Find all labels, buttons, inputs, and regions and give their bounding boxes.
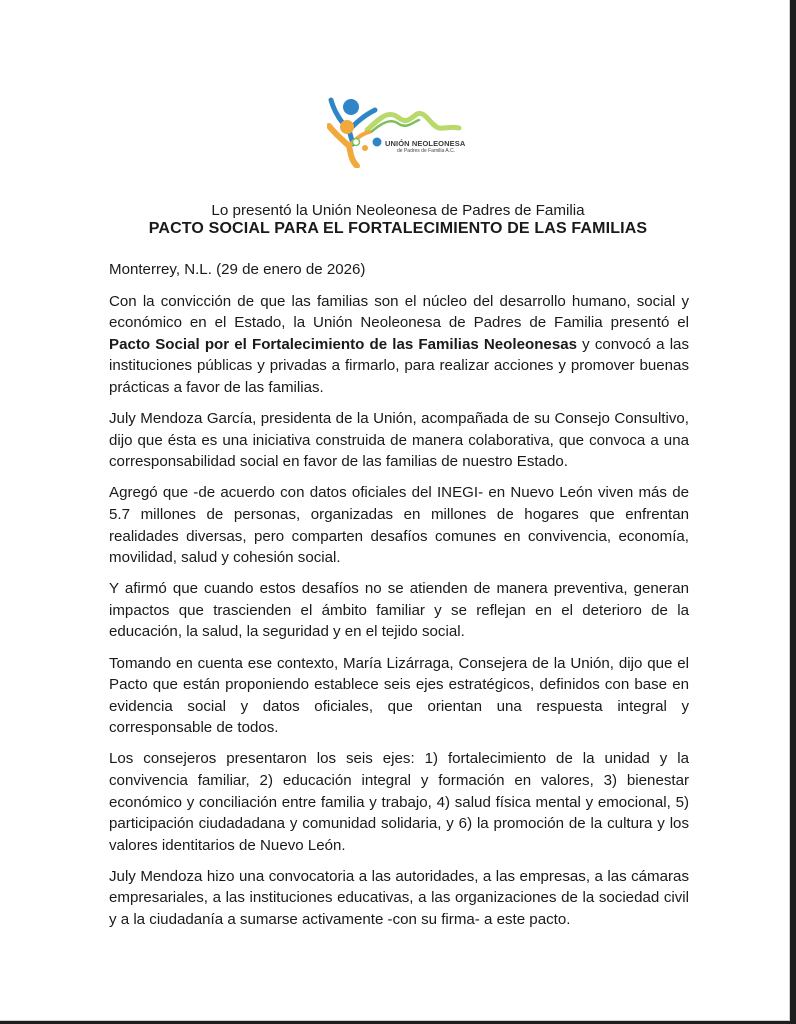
logo-name: UNIÓN NEOLEONESA [385,139,466,148]
dateline: Monterrey, N.L. (29 de enero de 2026) [109,261,366,278]
paragraph-5: Tomando en cuenta ese contexto, María Lizárraga, Consejera de la Unión, dijo que el Pacto que están proponiendo establece seis ejes estratégicos, definidos con base en evidencia social y datos oficiales, que orientan una respuesta integral y corresponsable de todos. [109,654,689,737]
pact-name-bold: Pacto Social por el Fortalecimiento de las Familias Neoleonesas [109,335,578,353]
paragraph-6: Los consejeros presentaron los seis ejes: 1) fortalecimiento de la unidad y la convivencia familiar, 2) educación integral y formación en valores, 3) bienestar económico y conciliación entre familia y trabajo, 4) salud física mental y emocional, 5) participación ciudadadana y comunidad solidaria, y 6) la promoción de la cultura y los valores identitarios de Nuevo León. [109,750,689,854]
document-subtitle: Lo presentó la Unión Neoleonesa de Padres de Familia [211,202,585,219]
document-body [109,259,689,940]
paragraph-1 [109,291,689,399]
paragraph-1-text-b: y convocó a las instituciones públicas y privadas a firmarlo, para realizar acciones y promover buenas prácticas a favor de las familias. [109,335,689,396]
union-neoleonesa-logo [327,96,467,168]
paragraph-2: July Mendoza García, presidenta de la Unión, acompañada de su Consejo Consultivo, dijo que ésta es una iniciativa construida de manera colaborativa, que convoca a una corresponsabilidad social en favor de las familias de nuestro Estado. [109,410,689,471]
family-figures-icon [327,96,467,168]
paragraph-7: July Mendoza hizo una convocatoria a las autoridades, a las empresas, a las cámaras empresariales, a las instituciones educativas, a las organizaciones de la sociedad civil y a la ciudadanía a sumarse activamente -con su firma- a este pacto. [109,867,689,929]
paragraph-1-text-a: Con la convicción de que las familias son el núcleo del desarrollo humano, social y económico en el Estado, la Unión Neoleonesa de Padres de Familia presentó el [109,292,689,332]
paragraph-4: Y afirmó que cuando estos desafíos no se atienden de manera preventiva, generan impactos que trascienden el ámbito familiar y se reflejan en el deterioro de la educación, la salud, la seguridad y en el tejido social. [109,580,689,641]
logo-subname: de Padres de Familia A.C. [397,148,456,154]
paragraph-3: Agregó que -de acuerdo con datos oficiales del INEGI- en Nuevo León viven más de 5.7 millones de personas, organizadas en millones de hogares que enfrentan realidades diversas, pero comparten desafíos comunes en convivencia, economía, movilidad, salud y cohesión social. [109,484,689,567]
document-title: PACTO SOCIAL PARA EL FORTALECIMIENTO DE LAS FAMILIAS [148,220,648,237]
